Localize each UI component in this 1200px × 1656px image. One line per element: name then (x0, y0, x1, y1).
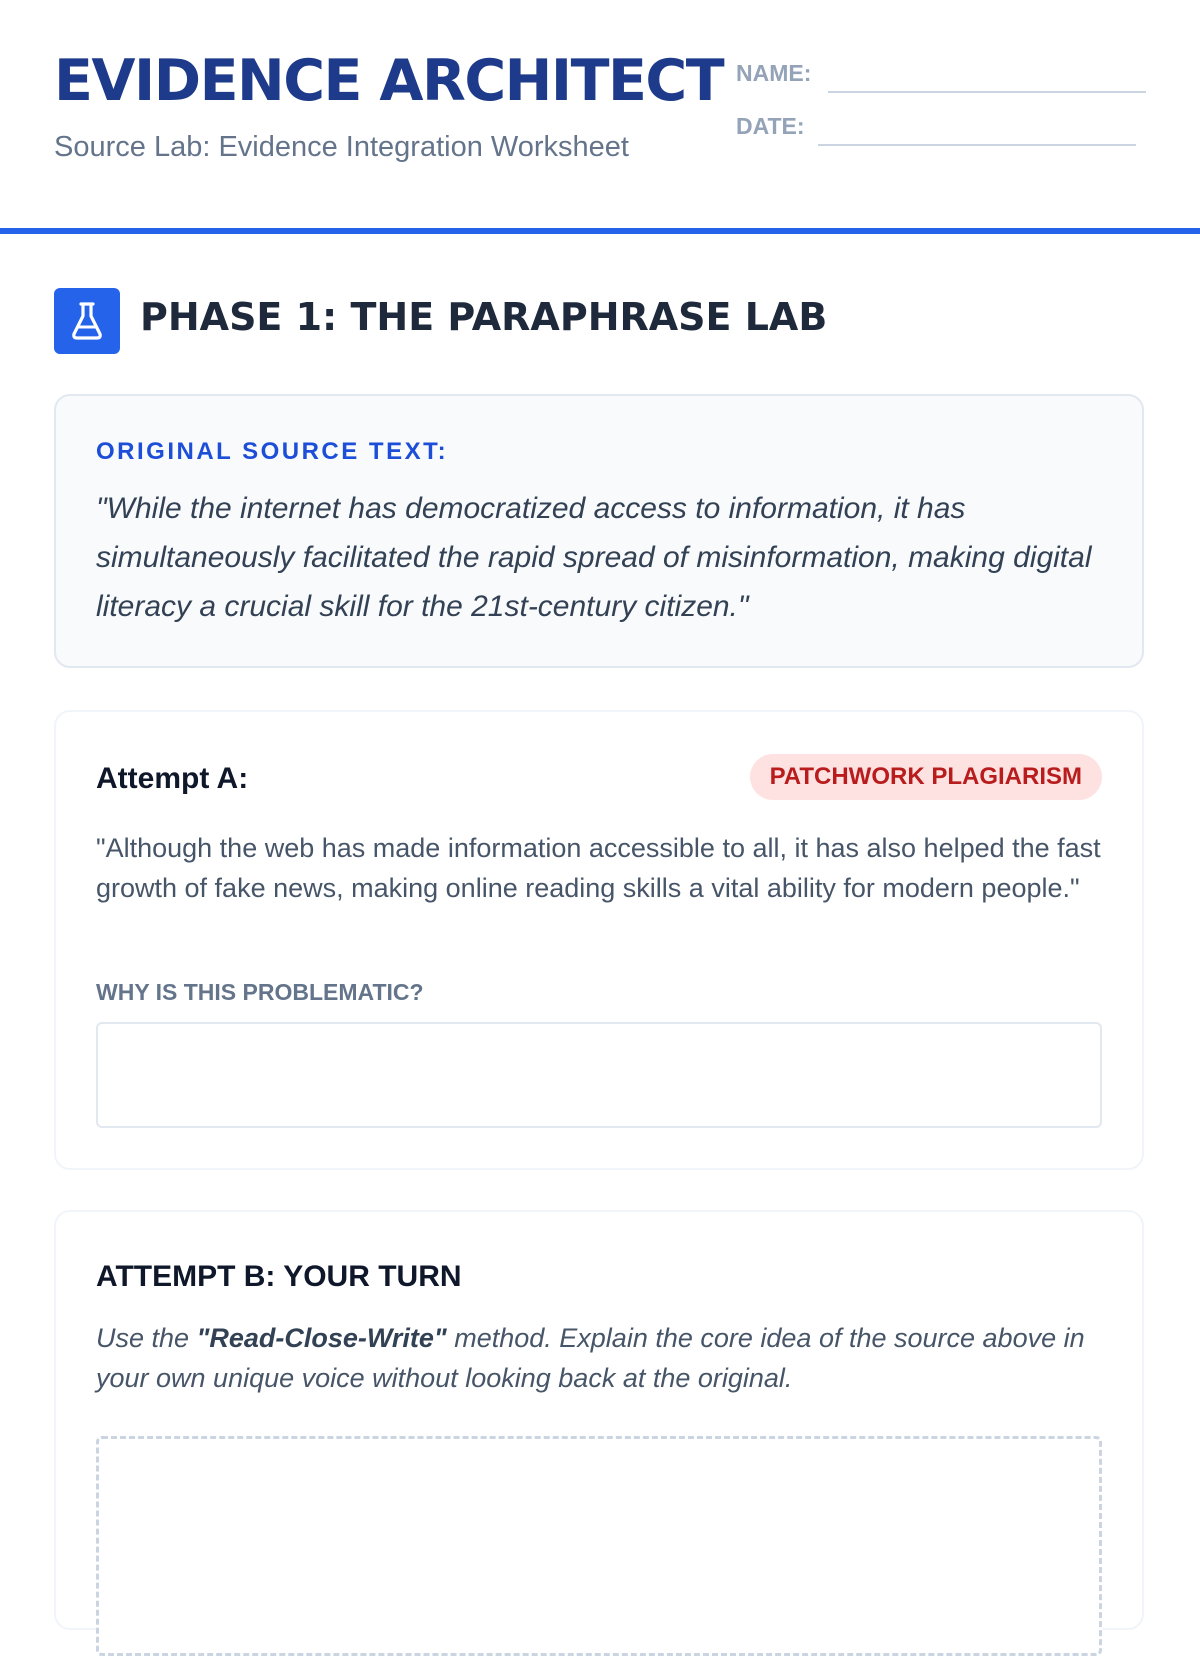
attempt-b-card (54, 1210, 1144, 1630)
attempt-a-heading: Attempt A: (96, 762, 249, 795)
worksheet-title: EVIDENCE ARCHITECT (54, 48, 724, 114)
problem-question-label: WHY IS THIS PROBLEMATIC? (96, 979, 424, 1005)
attempt-a-card (54, 710, 1144, 1170)
problem-answer-box[interactable] (96, 1022, 1102, 1128)
name-label: NAME: (736, 60, 812, 86)
instruction-suffix: method. Explain the core idea of the source above in your own unique voice without looking back at the original. (96, 1323, 1085, 1393)
phase-title: PHASE 1: THE PARAPHRASE LAB (140, 295, 828, 339)
attempt-b-instructions (96, 1318, 1101, 1398)
source-label: ORIGINAL SOURCE TEXT: (96, 438, 449, 465)
name-field[interactable] (828, 91, 1146, 93)
method-name: "Read-Close-Write" (196, 1323, 447, 1353)
attempt-b-heading: ATTEMPT B: YOUR TURN (96, 1260, 462, 1293)
source-card (54, 394, 1144, 668)
instruction-prefix: Use the (96, 1323, 197, 1353)
date-label: DATE: (736, 113, 805, 139)
flask-icon (54, 288, 120, 354)
worksheet-header (0, 0, 1200, 234)
source-quote: "While the internet has democratized access to information, it has simultaneously facilitated the rapid spread of misinformation, making digital literacy a crucial skill for the 21st-century citizen." (96, 492, 1092, 623)
date-field[interactable] (818, 144, 1136, 146)
attempt-a-text: "Although the web has made information accessible to all, it has also helped the fast growth of fake news, making online reading skills a vital ability for modern people." (96, 833, 1101, 903)
worksheet-subtitle: Source Lab: Evidence Integration Worksheet (54, 131, 629, 163)
paraphrase-writing-box[interactable] (96, 1436, 1102, 1656)
plagiarism-badge: PATCHWORK PLAGIARISM (750, 754, 1102, 800)
